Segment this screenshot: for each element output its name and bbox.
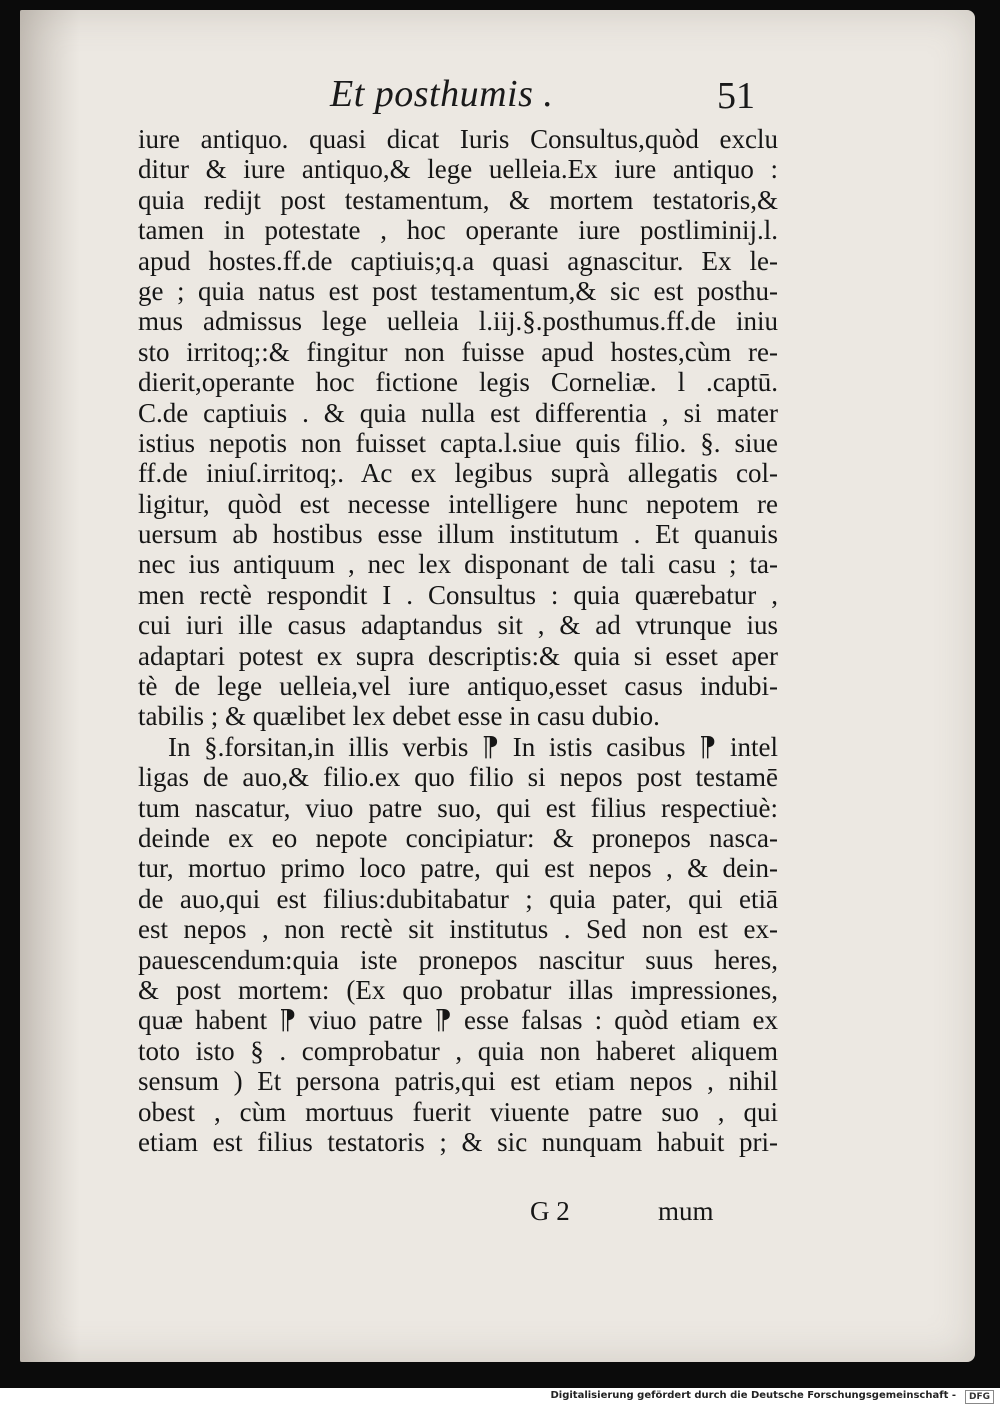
text-line: tur, mortuo primo loco patre, qui est nepos , & dein- — [138, 853, 778, 884]
text-line: tabilis ; & quælibet lex debet esse in casu dubio. — [138, 701, 660, 732]
text-line: men rectè respondit I . Consultus : quia quærebatur , — [138, 579, 778, 610]
text-line: mus admissus lege uelleia l.iij.§.posthumus.ff.de iniu — [138, 306, 778, 337]
text-line: apud hostes.ff.de captiuis;q.a quasi agnascitur. Ex le- — [138, 245, 778, 276]
text-line: istius nepotis non fuisset capta.l.siue quis filio. §. siue — [138, 427, 778, 458]
body-text — [138, 124, 778, 1157]
text-line: iure antiquo. quasi dicat Iuris Consultus,quòd exclu — [138, 124, 778, 154]
text-line: ligas de auo,& filio.ex quo filio si nepos post testamē — [138, 762, 778, 793]
catchword: mum — [658, 1196, 714, 1226]
text-line: quæ habent ⁋ viuo patre ⁋ esse falsas : quòd etiam ex — [138, 1005, 778, 1036]
text-line: uersum ab hostibus esse illum institutum . Et quanuis — [138, 519, 778, 550]
text-line: cui iuri ille casus adaptandus sit , & ad vtrunque ius — [138, 610, 778, 641]
text-line: tum nascatur, viuo patre suo, qui est filius respectiuè: — [138, 792, 778, 823]
text-line: pauescendum:quia iste pronepos nascitur suus heres, — [138, 944, 778, 975]
text-line: ditur & iure antiquo,& lege uelleia.Ex iure antiquo : — [138, 154, 778, 185]
page-number: 51 — [717, 75, 755, 117]
signature-mark: G 2 — [530, 1196, 570, 1226]
text-line: tè de lege uelleia,vel iure antiquo,esset casus indubi- — [138, 671, 778, 702]
text-line: deinde ex eo nepote concipiatur: & pronepos nasca- — [138, 822, 778, 853]
text-line: est nepos , non rectè sit institutus . Sed non est ex- — [138, 914, 778, 945]
text-line: & post mortem: (Ex quo probatur illas impressiones, — [138, 974, 778, 1005]
text-line: nec ius antiquum , nec lex disponant de tali casu ; ta- — [138, 549, 778, 580]
text-line: C.de captiuis . & quia nulla est differentia , si mater — [138, 397, 778, 428]
text-line: tamen in potestate , hoc operante iure postliminij.l. — [138, 215, 778, 246]
text-line: etiam est filius testatoris ; & sic nunquam habuit pri- — [138, 1126, 778, 1157]
text-line: In §.forsitan,in illis verbis ⁋ In istis casibus ⁋ intel — [168, 731, 778, 762]
text-line: obest , cùm mortuus fuerit viuente patre suo , qui — [138, 1096, 778, 1127]
text-line: ligitur, quòd est necesse intelligere hunc nepotem re — [138, 488, 778, 519]
funding-credit: Digitalisierung gefördert durch die Deutsche Forschungsgemeinschaft - — [550, 1390, 956, 1401]
running-head: Et posthumis . — [330, 73, 554, 115]
text-line: quia redijt post testamentum, & mortem testatoris,& — [138, 184, 778, 215]
text-line: ff.de iniuſ.irritoq;. Ac ex legibus suprà allegatis col- — [138, 458, 778, 489]
text-line: adaptari potest ex supra descriptis:& quia si esset aper — [138, 640, 778, 671]
book-page — [20, 10, 975, 1362]
text-line: toto isto § . comprobatur , quia non haberet aliquem — [138, 1035, 778, 1066]
text-line: dierit,operante hoc fictione legis Corneliæ. l .captū. — [138, 367, 778, 398]
dfg-logo: DFG — [965, 1390, 994, 1404]
text-line: sto irritoq;:& fingitur non fuisse apud hostes,cùm re- — [138, 336, 778, 367]
text-line: de auo,qui est filius:dubitabatur ; quia pater, qui etiā — [138, 883, 778, 914]
footer-bar — [0, 1388, 1000, 1404]
text-line: sensum ) Et persona patris,qui est etiam nepos , nihil — [138, 1066, 778, 1097]
text-line: ge ; quia natus est post testamentum,& sic est posthu- — [138, 275, 778, 306]
